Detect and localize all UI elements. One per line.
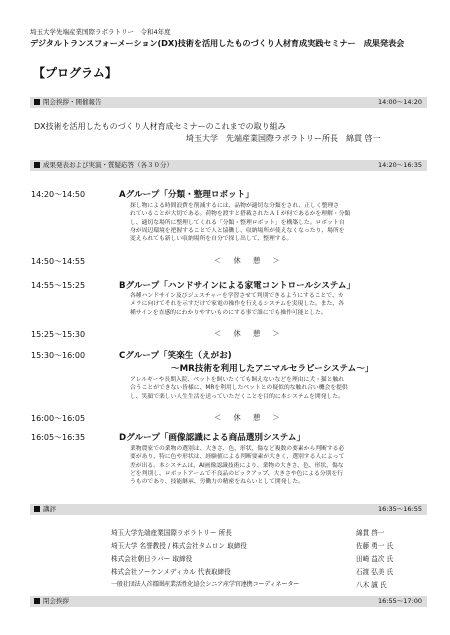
group-a-title: Aグループ「分類・整理ロボット」	[119, 190, 254, 200]
reviewer-name: 綿貫 啓一	[356, 529, 385, 537]
reviewer-name: 佐藤 勇一 氏	[356, 542, 394, 550]
reviewer-affiliation: 埼玉大学先端産業国際ラボラトリー 所長	[111, 529, 232, 537]
section-label: 講評	[43, 505, 56, 513]
break-2-time: 15:25～15:30	[31, 330, 86, 339]
opening-topic: DX技術を活用したものづくり人材育成セミナーのこれまでの取り組み	[34, 122, 286, 131]
group-b-time: 14:55～15:25	[31, 281, 86, 290]
group-b-title: Bグループ「ハンドサインによる家電コントロールシステム」	[119, 281, 356, 291]
section-bar-presentations	[30, 160, 427, 171]
reviewer-affiliation: 株式会社ソーケンメディカル 代表取締役	[111, 568, 231, 576]
square-marker-icon	[34, 598, 40, 604]
group-b-description: 各種ハンドサイン及びジェスチャーを学習させて判別できるようにすることで、カ メラに向けてそれを示すだけで家電の操作を行えるシステムを実現した。また、各 種サインを直感的にわかりやすいものにする事で誰にでも操作可能とした。	[130, 293, 344, 316]
break-1-time: 14:50～14:55	[31, 257, 86, 266]
reviewer-name: 田崎 益次 氏	[356, 555, 394, 563]
event-title: デジタルトランスフォーメーション(DX)技術を活用したものづくり人材育成実践セミナー 成果発表会	[30, 38, 405, 48]
break-1-label: ＜ 休 憩 ＞	[214, 256, 285, 265]
group-c-subtitle: ～MR技術を利用したアニマルセラピーシステム～」	[171, 364, 374, 374]
break-3-label: ＜ 休 憩 ＞	[214, 413, 285, 422]
section-bar-opening	[30, 97, 427, 108]
group-c-description: アレルギーや長期入院、ペットを飼いたくても飼えないなどを理由に犬・猫と触れ 合うことができない皆様に、MRを利用したペットとの疑似的な触れ合い機会を提供 し、笑顔で楽しい人生生活を送っていただくことを目的に本システムを開発した。	[130, 377, 348, 400]
section-label: 閉会挨拶	[43, 597, 69, 605]
section-bar-closing	[30, 596, 427, 607]
organizer-line: 埼玉大学先端産業国際ラボラトリー 令和4年度	[30, 28, 171, 36]
reviewer-name: 八木 誠 氏	[356, 581, 387, 589]
group-a-description: 探し物による時間浪費を削減するには、品物が適切な分類をされ、正しく整理さ れていることが大切である。荷物を渡すと搭載されたＡＩが何であるかを理解・分類 し、適切な場所に整理してくれる「分類・整理ロボット」を構築した。ロボット自 身が周辺環境を把握することで人と協働し、収納場所が使えなくなったり、場所を 変えられても新しい収納場所を自分で探し出して、整理する。	[130, 203, 351, 243]
break-2-label: ＜ 休 憩 ＞	[214, 329, 285, 338]
square-marker-icon	[34, 99, 40, 105]
square-marker-icon	[34, 506, 40, 512]
group-c-title: Cグループ「笑楽生（えがお)	[119, 351, 232, 361]
section-time: 14:00～14:20	[378, 98, 422, 106]
reviewer-affiliation: 埼玉大学 名誉教授 / 株式会社タムロン 取締役	[111, 542, 247, 550]
section-label: 成果発表および実演・質疑応答（各３０分）	[43, 161, 173, 169]
group-a-time: 14:20～14:50	[31, 190, 86, 199]
group-d-title: Dグループ「画像認識による商品選別システム」	[119, 433, 306, 443]
section-label: 閉会挨拶・開催報告	[43, 98, 102, 106]
section-time: 16:35～16:55	[378, 505, 422, 513]
group-d-time: 16:05～16:35	[31, 433, 86, 442]
section-bar-lecture	[30, 504, 427, 515]
square-marker-icon	[34, 162, 40, 168]
break-3-time: 16:00～16:05	[31, 414, 86, 423]
group-c-time: 15:30～16:00	[31, 351, 86, 360]
program-heading: 【プログラム】	[33, 66, 117, 80]
opening-speaker: 埼玉大学 先端産業国際ラボラトリー所長 綿貫 啓一	[186, 134, 381, 143]
section-time: 14:20～16:35	[378, 161, 422, 169]
reviewer-affiliation: 一般社団法人首都圏産業活性化協会シニア産学官連携コーディネーター	[111, 581, 300, 588]
reviewer-affiliation: 株式会社朝日ラバー 取締役	[111, 555, 193, 563]
section-time: 16:55～17:00	[378, 597, 422, 605]
reviewer-name: 石渡 弘美 氏	[356, 568, 394, 576]
group-d-description: 業物農家での業物の選別は、大きさ、色、形状、傷など複数の要素から判断する必 要があり、特に色や形状は、経験値による判断要素が大きく、選別する人によって 差が出る。本システムは、AI画像認識技術により、業物の大きさ、色、形状、傷な どを判別し、ロボットアームで不良品のピックアップ、大きさや色による分別を行 うものであり、技能継承、労働力の精密をねらいとして開発した。	[130, 446, 345, 486]
